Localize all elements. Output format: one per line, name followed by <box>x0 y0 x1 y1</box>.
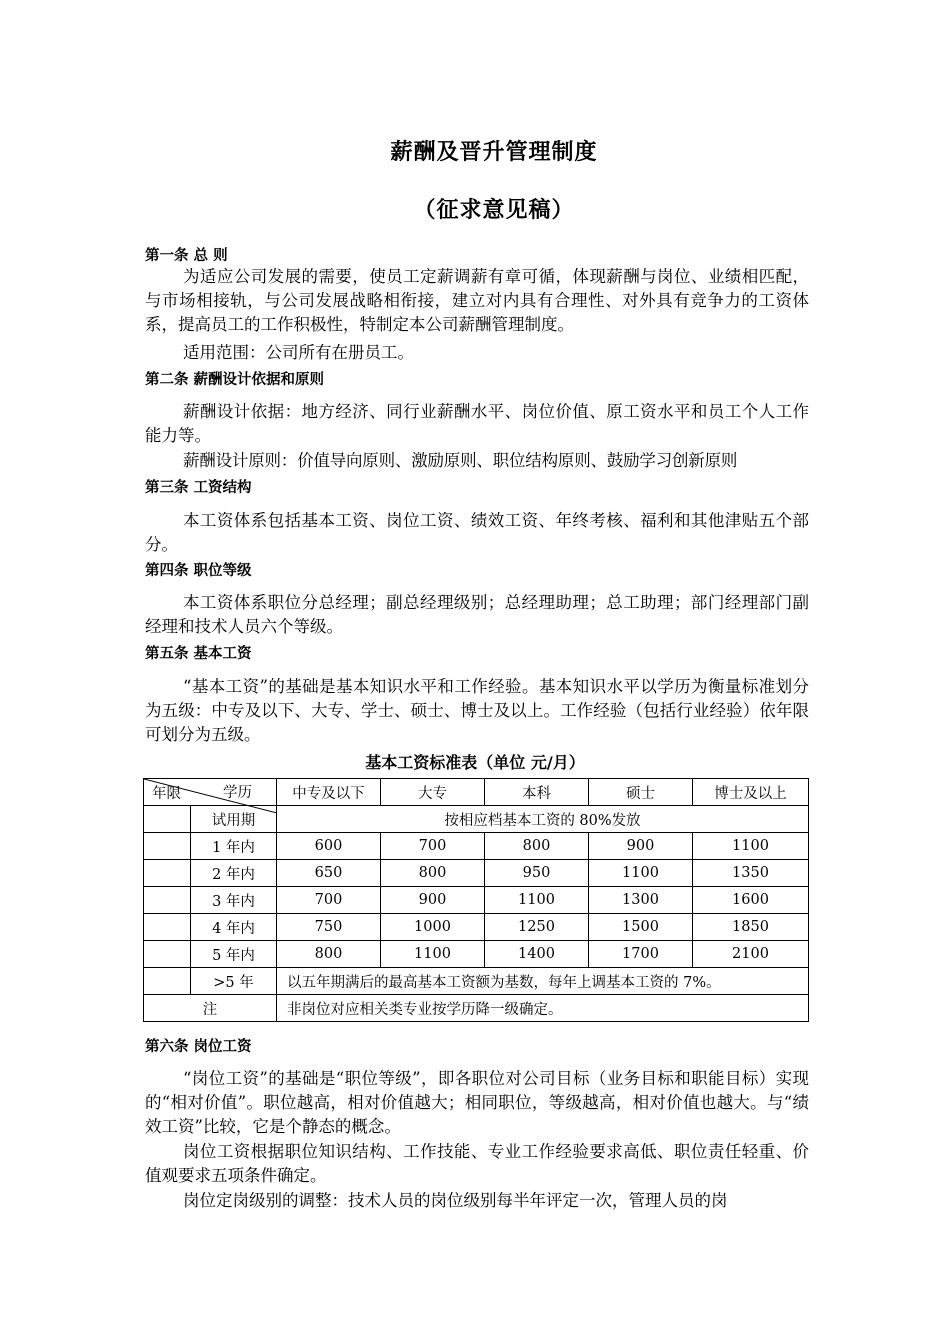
probation-note: 按相应档基本工资的 80%发放 <box>277 806 809 833</box>
table-cell: 650 <box>277 860 381 887</box>
spacer-cell <box>144 887 191 914</box>
table-cell: 800 <box>381 860 485 887</box>
note-text: 非岗位对应相关类专业按学历降一级确定。 <box>277 995 809 1022</box>
table-row <box>144 833 809 860</box>
table-row <box>144 887 809 914</box>
table-cell: 900 <box>589 833 693 860</box>
section-4-heading: 第四条 职位等级 <box>145 563 252 579</box>
table-cell: 1250 <box>485 914 589 941</box>
column-header: 大专 <box>381 779 485 806</box>
section-2-paragraph-2: 薪酬设计原则：价值导向原则、激励原则、职位结构原则、鼓励学习创新原则 <box>183 451 738 470</box>
table-cell: 1600 <box>693 887 809 914</box>
row-label: 1 年内 <box>191 833 277 860</box>
table-cell: 600 <box>277 833 381 860</box>
over-five-years-note: 以五年期满后的最高基本工资额为基数，每年上调基本工资的 7%。 <box>277 968 809 995</box>
column-header: 硕士 <box>589 779 693 806</box>
row-label: 2 年内 <box>191 860 277 887</box>
section-3-paragraph-1: 本工资体系包括基本工资、岗位工资、绩效工资、年终考核、福利和其他津贴五个部分。 <box>145 511 809 554</box>
document-subtitle: （征求意见稿） <box>413 198 575 223</box>
row-label: 试用期 <box>191 806 277 833</box>
table-cell: 1400 <box>485 941 589 968</box>
table-cell: 1300 <box>589 887 693 914</box>
table-header-row <box>144 779 809 806</box>
table-corner-cell <box>144 779 277 806</box>
note-label: 注 <box>144 995 277 1022</box>
spacer-cell <box>144 833 191 860</box>
section-2-paragraph-1: 薪酬设计依据：地方经济、同行业薪酬水平、岗位价值、原工资水平和员工个人工作能力等。 <box>145 402 809 445</box>
table-cell: 1850 <box>693 914 809 941</box>
table-cell: 800 <box>277 941 381 968</box>
document-title: 薪酬及晋升管理制度 <box>390 140 598 165</box>
table-row <box>144 914 809 941</box>
section-1-heading: 第一条 总 则 <box>145 248 228 264</box>
section-1-paragraph-1: 为适应公司发展的需要，使员工定薪调薪有章可循，体现薪酬与岗位、业绩相匹配，与市场相接轨，与公司发展战略相衔接，建立对内具有合理性、对外具有竞争力的工资体系，提高员工的工作积极性，特制定本公司薪酬管理制度。 <box>145 267 809 334</box>
spacer-cell <box>144 860 191 887</box>
row-label: 3 年内 <box>191 887 277 914</box>
table-cell: 1100 <box>485 887 589 914</box>
section-6-paragraph-3: 岗位定岗级别的调整：技术人员的岗位级别每半年评定一次，管理人员的岗 <box>183 1191 728 1210</box>
section-6-paragraph-1: “岗位工资”的基础是“职位等级”，即各职位对公司目标（业务目标和职能目标）实现的“相对价值”。职位越高，相对价值越大；相同职位，等级越高，相对价值也越大。与“绩效工资”比较，它是个静态的概念。 <box>145 1069 809 1136</box>
salary-table-caption: 基本工资标准表（单位 元/月） <box>365 753 585 772</box>
column-header: 中专及以下 <box>277 779 381 806</box>
table-cell: 1100 <box>381 941 485 968</box>
spacer-cell <box>144 941 191 968</box>
table-row <box>144 995 809 1022</box>
table-cell: 1500 <box>589 914 693 941</box>
section-5-paragraph-1: “基本工资”的基础是基本知识水平和工作经验。基本知识水平以学历为衡量标准划分为五级：中专及以下、大专、学士、硕士、博士及以上。工作经验（包括行业经验）依年限可划分为五级。 <box>145 677 809 744</box>
table-cell: 2100 <box>693 941 809 968</box>
section-1-paragraph-2: 适用范围：公司所有在册员工。 <box>183 343 414 362</box>
table-row <box>144 968 809 995</box>
column-header: 本科 <box>485 779 589 806</box>
row-label: >5 年 <box>191 968 277 995</box>
spacer-cell <box>144 968 191 995</box>
section-6-heading: 第六条 岗位工资 <box>145 1039 252 1055</box>
row-label: 4 年内 <box>191 914 277 941</box>
table-cell: 750 <box>277 914 381 941</box>
table-cell: 700 <box>277 887 381 914</box>
table-cell: 900 <box>381 887 485 914</box>
corner-years-label: 年限 <box>152 786 181 802</box>
salary-table <box>143 778 809 1022</box>
row-label: 5 年内 <box>191 941 277 968</box>
spacer-cell <box>144 914 191 941</box>
table-row <box>144 860 809 887</box>
column-header: 博士及以上 <box>693 779 809 806</box>
section-2-heading: 第二条 薪酬设计依据和原则 <box>145 372 325 388</box>
section-5-heading: 第五条 基本工资 <box>145 646 252 662</box>
section-4-paragraph-1: 本工资体系职位分总经理；副总经理级别；总经理助理；总工助理；部门经理部门副经理和技术人员六个等级。 <box>145 593 809 636</box>
corner-education-label: 学历 <box>223 785 252 801</box>
table-cell: 800 <box>485 833 589 860</box>
table-cell: 1000 <box>381 914 485 941</box>
table-cell: 1700 <box>589 941 693 968</box>
section-3-heading: 第三条 工资结构 <box>145 480 252 496</box>
table-cell: 700 <box>381 833 485 860</box>
table-cell: 950 <box>485 860 589 887</box>
table-cell: 1350 <box>693 860 809 887</box>
table-row <box>144 941 809 968</box>
table-cell: 1100 <box>589 860 693 887</box>
section-6-paragraph-2: 岗位工资根据职位知识结构、工作技能、专业工作经验要求高低、职位责任轻重、价值观要求五项条件确定。 <box>145 1142 809 1185</box>
table-cell: 1100 <box>693 833 809 860</box>
